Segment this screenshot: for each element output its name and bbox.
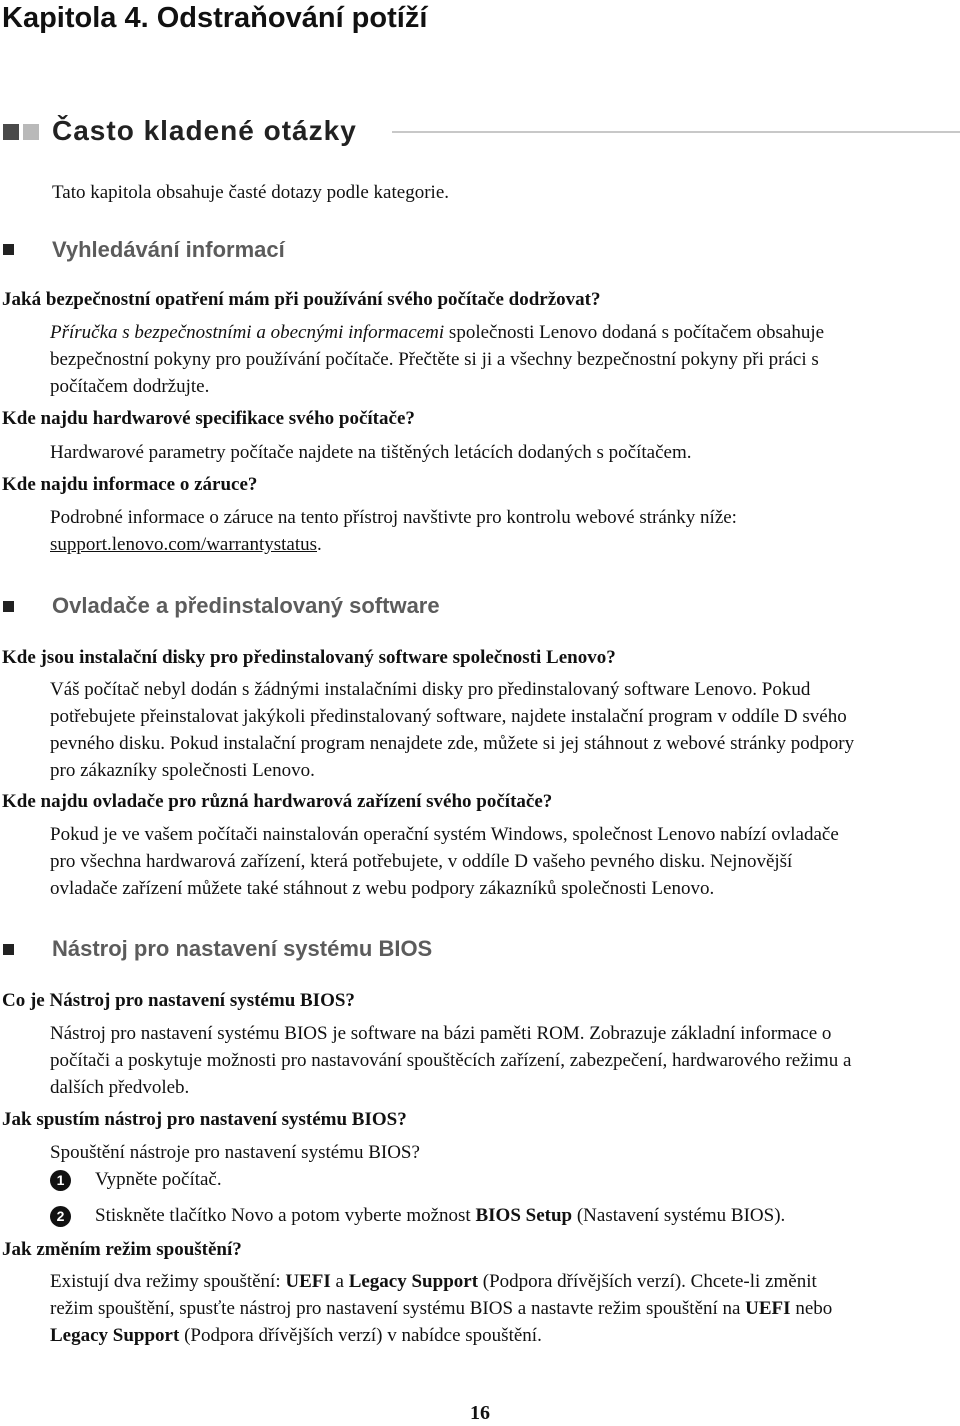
step-1-number: 1 [50, 1170, 71, 1191]
warranty-link[interactable]: support.lenovo.com/warrantystatus [50, 534, 318, 555]
answer-safety: Příručka s bezpečnostními a obecnými informacemi společnosti Lenovo dodaná s počítačem obsahuje bezpečnostní pokyny pro používání počítače. Přečtěte si ji a všechny bezpečnostní pokyny při práci s počítačem dodržujte. [50, 322, 825, 397]
answer-warranty: Podrobné informace o záruce na tento přístroj navštivte pro kontrolu webové stránky níže: support.lenovo.com/warrantystatus. [50, 507, 737, 555]
section-bullet-icon [3, 944, 14, 955]
question-start-bios: Jak spustím nástroj pro nastavení systému BIOS? [2, 1109, 407, 1130]
answer-install-discs: Váš počítač nebyl dodán s žádnými instalačními disky pro předinstalovaný software Lenovo. Pokud potřebujete přeinstalovat jakýkoli předinstalovaný software, najdete instalační program v oddíle D svého pevného disku. Pokud instalační program nenajdete zde, můžete si jej stáhnout z webové stránky podpory pro zákazníky společnosti Lenovo. [50, 679, 855, 781]
answer-what-is-bios: Nástroj pro nastavení systému BIOS je software na bázi paměti ROM. Zobrazuje základní informace o počítači a poskytuje možnosti pro nastavování spouštěcích zařízení, zabezpečení, hardwarového režimu a dalších předvoleb. [50, 1023, 852, 1098]
bios-setup-option: BIOS Setup [475, 1205, 573, 1226]
section-title-info: Vyhledávání informací [52, 237, 285, 262]
heading-square-light-icon [23, 124, 39, 140]
question-drivers: Kde najdu ovladače pro různá hardwarová zařízení svého počítače? [2, 791, 553, 812]
section-bullet-icon [3, 601, 14, 612]
question-safety: Jaká bezpečnostní opatření mám při používání svého počítače dodržovat? [2, 289, 601, 310]
safety-guide-title: Příručka s bezpečnostními a obecnými informacemi [50, 322, 445, 343]
step-2-number: 2 [50, 1206, 71, 1227]
intro-text: Tato kapitola obsahuje časté dotazy podle kategorie. [52, 182, 449, 203]
answer-drivers: Pokud je ve vašem počítači nainstalován operační systém Windows, společnost Lenovo nabízí ovladače pro všechna hardwarová zařízení, která potřebujete, v oddíle D vašeho pevného disku. Nejnovější ovladače zařízení můžete také stáhnout z webu podpory zákazníků společnosti Lenovo. [50, 824, 839, 899]
section-bullet-icon [3, 244, 14, 255]
question-install-discs: Kde jsou instalační disky pro předinstalovaný software společnosti Lenovo? [2, 647, 616, 668]
step-1-text: Vypněte počítač. [95, 1169, 222, 1190]
question-specs: Kde najdu hardwarové specifikace svého počítače? [2, 408, 415, 429]
page-number: 16 [470, 1402, 490, 1424]
question-warranty: Kde najdu informace o záruce? [2, 474, 258, 495]
section-title-bios: Nástroj pro nastavení systému BIOS [52, 936, 433, 961]
question-what-is-bios: Co je Nástroj pro nastavení systému BIOS? [2, 990, 355, 1011]
answer-specs: Hardwarové parametry počítače najdete na tištěných letácích dodaných s počítačem. [50, 442, 692, 463]
chapter-title: Kapitola 4. Odstraňování potíží [2, 2, 428, 34]
heading-square-dark-icon [3, 124, 19, 140]
heading-rule [392, 131, 960, 133]
answer-boot-mode: Existují dva režimy spouštění: UEFI a Legacy Support (Podpora dřívějších verzí). Chcete-li změnit režim spouštění, spusťte nástroj pro nastavení systému BIOS a nastavte režim spouštění na UEFI nebo Legacy Support (Podpora dřívějších verzí) v nabídce spouštění. [50, 1271, 833, 1346]
question-boot-mode: Jak změním režim spouštění? [2, 1239, 242, 1260]
answer-start-bios-intro: Spouštění nástroje pro nastavení systému BIOS? [50, 1142, 420, 1163]
section-title-drivers: Ovladače a předinstalovaný software [52, 593, 440, 618]
step-2-text: Stiskněte tlačítko Novo a potom vyberte možnost BIOS Setup (Nastavení systému BIOS). [95, 1205, 786, 1226]
faq-title: Často kladené otázky [52, 115, 357, 146]
